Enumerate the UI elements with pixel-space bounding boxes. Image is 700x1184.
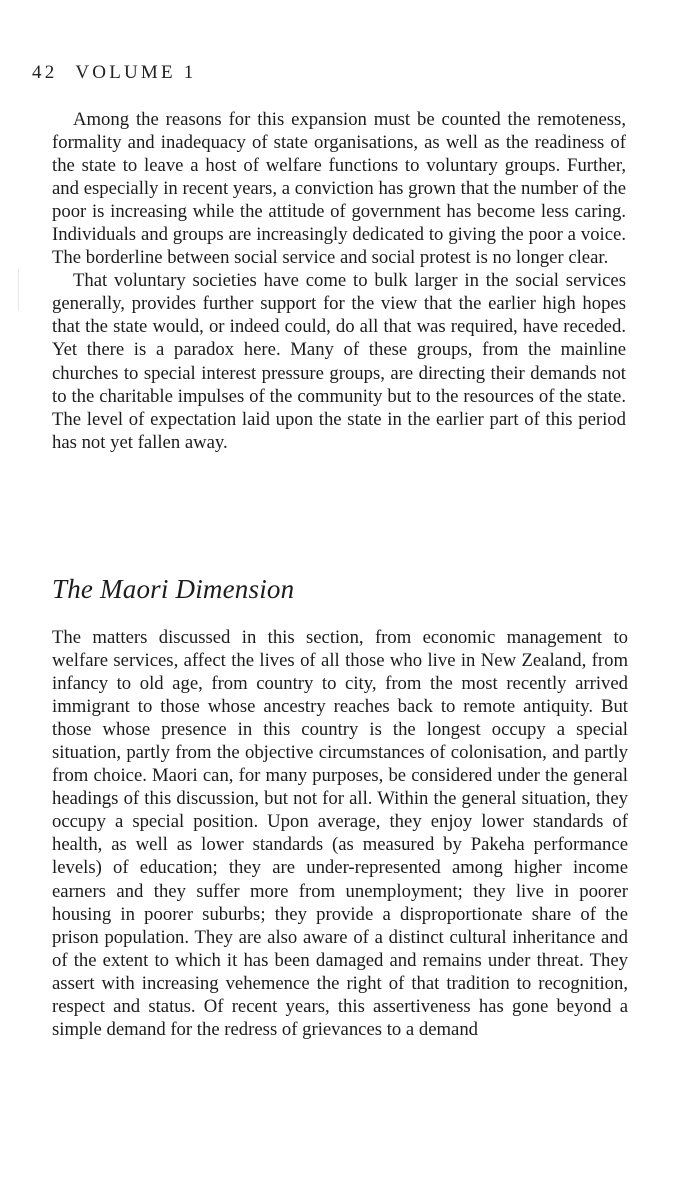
volume-label: VOLUME 1 (75, 62, 197, 83)
paragraph-expansion-reasons: Among the reasons for this expansion must be counted the remoteness, formality and inadequacy of state organisations, as well as the readiness of the state to leave a host of welfare functions to voluntary groups. Further, and especially in recent years, a conviction has grown that the number of the poor is increasing while the attitude of government has become less caring. Individuals and groups are increasingly dedicated to giving the poor a voice. The borderline between social service and social protest is no longer clear. (52, 109, 626, 269)
running-head (32, 62, 196, 84)
body-text (52, 108, 626, 454)
paragraph-voluntary-societies: That voluntary societies have come to bulk larger in the social services generally, provides further support for the view that the earlier high hopes that the state would, or indeed could, do all that was required, have receded. Yet there is a paradox here. Many of these groups, from the mainline churches to special interest pressure groups, are directing their demands not to the charitable impulses of the community but to the resources of the state. The level of expectation laid upon the state in the earlier part of this period has not yet fallen away. (52, 270, 626, 453)
scan-edge-mark (18, 269, 19, 311)
paragraph-maori-dimension: The matters discussed in this section, from economic management to welfare services, affect the lives of all those who live in New Zealand, from infancy to old age, from country to city, from the most recently arrived immigrant to those whose ancestry reaches back to remote antiquity. But those whose presence in this country is the longest occupy a special situation, partly from the objective circumstances of colonisation, and partly from choice. Maori can, for many purposes, be considered under the general headings of this discussion, but not for all. Within the general situation, they occupy a special position. Upon average, they enjoy lower standards of health, as well as lower standards (as measured by Pakeha performance levels) of education; they are under-represented among higher income earners and they suffer more from unemployment; they live in poorer housing in poorer suburbs; they provide a disproportionate share of the prison population. They are also aware of a distinct cultural inheritance and of the extent to which it has been damaged and remains under threat. They assert with increasing vehemence the right of that tradition to recognition, respect and status. Of recent years, this assertiveness has gone beyond a simple demand for the redress of grievances to a demand (52, 627, 628, 1040)
page-number: 42 (32, 62, 58, 83)
section-body (52, 626, 628, 1041)
section-heading: The Maori Dimension (52, 574, 295, 604)
